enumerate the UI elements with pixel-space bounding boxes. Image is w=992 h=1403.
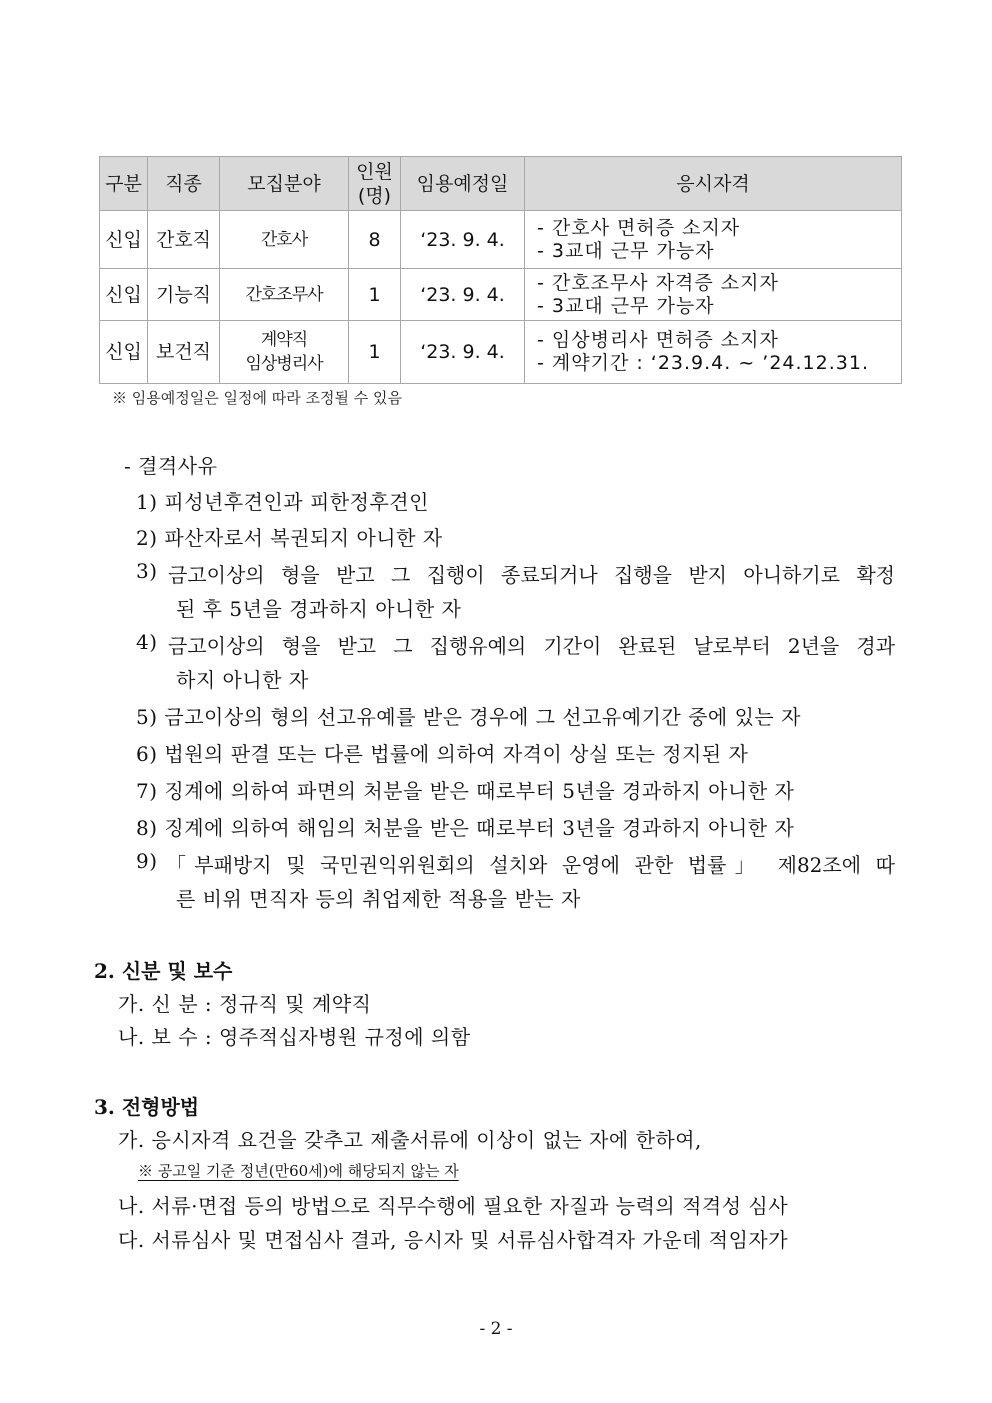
cell-field: 간호조무사 <box>220 269 349 321</box>
table-header-row <box>100 157 902 211</box>
disq-item-8 <box>136 812 794 841</box>
header-category: 구분 <box>100 157 148 211</box>
item-text: 징계에 의하여 파면의 처분을 받은 때로부터 5년을 경과하지 아니한 자 <box>164 779 795 803</box>
cell-qualification <box>525 211 902 269</box>
cell-type: 신입 <box>100 211 148 269</box>
qualification-line: - 간호사 면허증 소지자 <box>537 216 741 239</box>
cell-count: 8 <box>349 211 401 269</box>
cell-type: 신입 <box>100 269 148 321</box>
cell-type: 신입 <box>100 321 148 384</box>
qualification-line: - 계약기간 : ‘23.9.4. ~ ’24.12.31. <box>537 352 869 374</box>
item-number: 4) <box>136 630 158 654</box>
table-row <box>100 211 902 269</box>
disq-item-3-text: 금고이상의 형을 받고 그 집행이 종료되거나 집행을 받지 아니하기로 확정 <box>168 563 895 587</box>
section-3-item-c: 다. 서류심사 및 면접심사 결과, 응시자 및 서류심사합격자 가운데 적임자가 <box>118 1228 789 1252</box>
item-number: 6) <box>136 742 158 766</box>
section-2-title: 2. 신분 및 보수 <box>94 959 233 983</box>
item-number: 9) <box>136 849 158 873</box>
disq-item-3-cont: 된 후 5년을 경과하지 아니한 자 <box>176 597 462 621</box>
cell-field: 간호사 <box>220 211 349 269</box>
qualification-line: - 간호조무사 자격증 소지자 <box>537 271 779 294</box>
item-text: 금고이상의 형의 선고유예를 받은 경우에 그 선고유예기간 중에 있는 자 <box>164 705 801 729</box>
section-3-item-b: 나. 서류·면접 등의 방법으로 직무수행에 필요한 자질과 능력의 적격성 심사 <box>118 1194 789 1218</box>
page-number: - 2 - <box>479 1319 513 1339</box>
cell-count: 1 <box>349 269 401 321</box>
table-row <box>100 269 902 321</box>
disq-item-9-text: 「부패방지 및 국민권익위원회의 설치와 운영에 관한 법률」 제82조에 따 <box>166 853 895 877</box>
cell-job: 기능직 <box>148 269 220 321</box>
cell-count: 1 <box>349 321 401 384</box>
item-number: 1) <box>136 490 158 514</box>
item-text: 피성년후견인과 피한정후견인 <box>164 490 429 514</box>
header-count <box>349 157 401 211</box>
disq-item-7 <box>136 775 794 804</box>
header-date: 임용예정일 <box>401 157 525 211</box>
disqualification-title: - 결격사유 <box>124 454 218 478</box>
item-number: 7) <box>136 779 158 803</box>
header-field: 모집분야 <box>220 157 349 211</box>
field-line: 임상병리사 <box>245 354 323 374</box>
section-2-pay: 나. 보 수 : 영주적십자병원 규정에 의함 <box>118 1025 471 1049</box>
disq-item-1 <box>136 486 429 515</box>
disq-item-5 <box>136 701 801 730</box>
cell-field <box>220 321 349 384</box>
qualification-line: - 3교대 근무 가능자 <box>537 294 715 317</box>
table-row <box>100 321 902 384</box>
cell-qualification <box>525 321 902 384</box>
section-3-title: 3. 전형방법 <box>94 1095 200 1119</box>
item-text: 법원의 판결 또는 다른 법률에 의하여 자격이 상실 또는 정지된 자 <box>164 742 749 766</box>
disq-item-9-cont: 른 비위 면직자 등의 취업제한 적용을 받는 자 <box>176 887 581 911</box>
table-note: ※ 임용예정일은 일정에 따라 조정될 수 있음 <box>112 389 402 407</box>
disq-item-6 <box>136 738 748 767</box>
section-3-item-a: 가. 응시자격 요건을 갖추고 제출서류에 이상이 없는 자에 한하여, <box>118 1128 702 1152</box>
recruitment-table <box>99 156 902 384</box>
header-qualification: 응시자격 <box>525 157 902 211</box>
qualification-line: - 3교대 근무 가능자 <box>537 239 715 262</box>
cell-date: ‘23. 9. 4. <box>401 211 525 269</box>
field-line: 계약직 <box>260 330 308 350</box>
cell-job: 간호직 <box>148 211 220 269</box>
cell-date: ‘23. 9. 4. <box>401 269 525 321</box>
item-number: 5) <box>136 705 158 729</box>
item-number: 2) <box>136 526 158 550</box>
cell-job: 보건직 <box>148 321 220 384</box>
disq-item-2 <box>136 522 443 551</box>
item-number: 8) <box>136 816 158 840</box>
cell-qualification <box>525 269 902 321</box>
section-2-status: 가. 신 분 : 정규직 및 계약직 <box>118 992 372 1016</box>
item-text: 파산자로서 복권되지 아니한 자 <box>164 526 443 550</box>
disq-item-4-cont: 하지 아니한 자 <box>176 668 309 692</box>
cell-date: ‘23. 9. 4. <box>401 321 525 384</box>
section-3-note: ※ 공고일 기준 정년(만60세)에 해당되지 않는 자 <box>138 1162 459 1180</box>
disq-item-4-text: 금고이상의 형을 받고 그 집행유예의 기간이 완료된 날로부터 2년을 경과 <box>168 634 895 658</box>
item-number: 3) <box>136 559 158 583</box>
item-text: 징계에 의하여 해임의 처분을 받은 때로부터 3년을 경과하지 아니한 자 <box>164 816 795 840</box>
header-count-text: 인원 (명) <box>356 160 393 207</box>
header-job: 직종 <box>148 157 220 211</box>
qualification-line: - 임상병리사 면허증 소지자 <box>537 329 779 351</box>
